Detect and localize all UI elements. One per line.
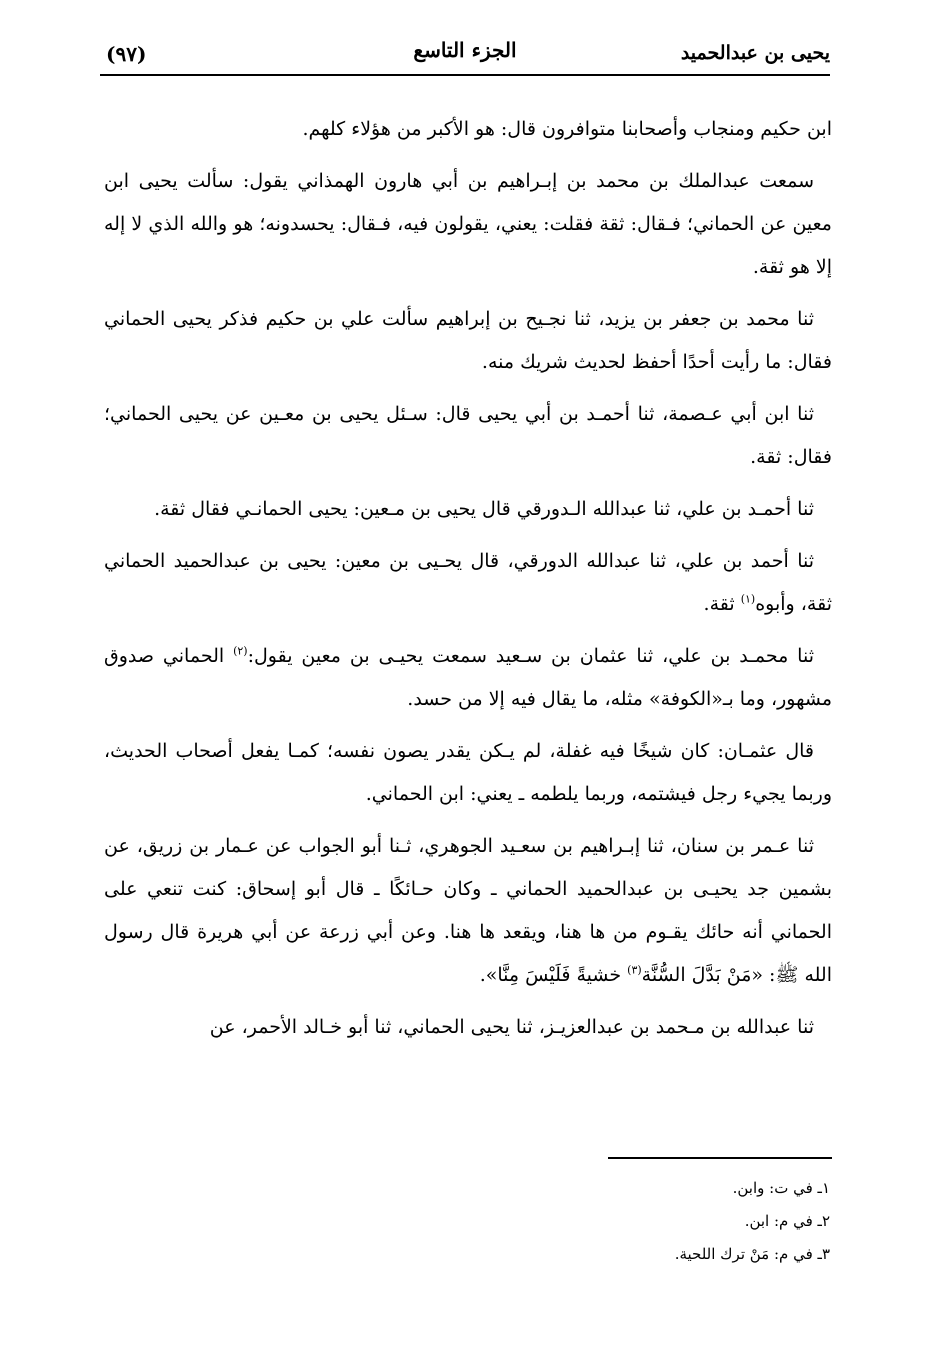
paragraph-text: ثنا عـمر بن سنان، ثنا إبـراهيم بن سعـيد الجوهري، ثـنا أبو الجواب عن عـمار بن زريق، عن بشمين جد يحيـى بن عبدالحميد الحماني ـ وكان حـائكًا ـ قال أبو إسحاق: كنت تنعي على الحماني أنه حائك يقـوم من ها هنا، ويقعد ها هنا. وعن أبي زرعة عن أبي هريرة قال رسول الله ﷺ: «مَنْ بَدَّلَ السُّنَّة: [104, 835, 832, 986]
footnote: ٢ـ في م: ابن.: [744, 1212, 830, 1230]
paragraph-text: ثقة.: [703, 593, 741, 615]
paragraph-text: ثنا محمـد بن علي، ثنا عثمان بن سـعيد سمعت يحيـى بن معين يقول:: [247, 645, 814, 667]
paragraph: ابن حكيم ومنجاب وأصحابنا متوافرون قال: هو الأكبر من هؤلاء كلهم.: [302, 118, 832, 140]
page-body: [104, 108, 832, 1058]
footnote-divider: [608, 1157, 832, 1159]
paragraph: [104, 825, 832, 997]
page-number: (٩٧): [106, 42, 147, 66]
paragraph: سمعت عبدالملك بن محمد بن إبـراهيم بن أبي هارون الهمذاني يقول: سألت يحيى ابن معين عن الحماني؛ فـقال: ثقة فقلت: يعني، يقولون فيه، فـقال: يحسدونه؛ هو والله الذي لا إله إلا هو ثقة.: [104, 170, 832, 278]
running-head-author: يحيى بن عبدالحميد: [680, 42, 830, 64]
paragraph-text: ثنا أحمد بن علي، ثنا عبدالله الدورقي، قال يحـيى بن معين: يحيى بن عبدالحميد الحماني ثقة، وأبوه: [104, 550, 832, 615]
paragraph-text: خشيةً فَلَيْسَ مِنَّا».: [479, 964, 628, 986]
paragraph: ثنا أحمـد بن علي، ثنا عبدالله الـدورقي قال يحيى بن مـعين: يحيى الحمانـي فقال ثقة.: [154, 498, 814, 520]
footnote-ref-1: (١): [740, 592, 756, 606]
footnote-ref-3: (٣): [627, 963, 642, 977]
footnotes: [300, 1172, 830, 1271]
paragraph: ثنا محمد بن جعفر بن يزيد، ثنا نجـيح بن إبراهيم سألت علي بن حكيم فذكر يحيى الحماني فقال: ما رأيت أحدًا أحفظ لحديث شريك منه.: [104, 308, 832, 373]
paragraph-text: الحماني صدوق مشهور، وما بـ«الكوفة» مثله، ما يقال فيه إلا من حسد.: [104, 645, 832, 710]
footnote-ref-2: (٢): [233, 644, 248, 658]
paragraph: ثنا عبدالله بن مـحمد بن عبدالعزيـز، ثنا يحيى الحماني، ثنا أبو خـالد الأحمر، عن: [209, 1016, 814, 1038]
footnote: ٣ـ في م: مَنْ ترك اللحية.: [674, 1245, 830, 1263]
running-head-part: الجزء التاسع: [413, 38, 517, 62]
paragraph: ثنا ابن أبي عـصمة، ثنا أحمـد بن أبي يحيى قال: سـئل يحيى بن معـين عن يحيى الحماني؛ فقال: ثقة.: [104, 403, 832, 468]
header-divider: [100, 74, 830, 76]
page-header: [100, 38, 830, 70]
paragraph: قال عثمـان: كان شيخًا فيه غفلة، لم يـكن يقدر يصون نفسه؛ كمـا يفعل أصحاب الحديث، وربما يجيء رجل فيشتمه، وربما يلطمه ـ يعني: ابن الحماني.: [104, 740, 832, 805]
footnote: ١ـ في ت: وابن.: [732, 1179, 830, 1197]
paragraph: [104, 635, 832, 721]
paragraph: [104, 540, 832, 626]
